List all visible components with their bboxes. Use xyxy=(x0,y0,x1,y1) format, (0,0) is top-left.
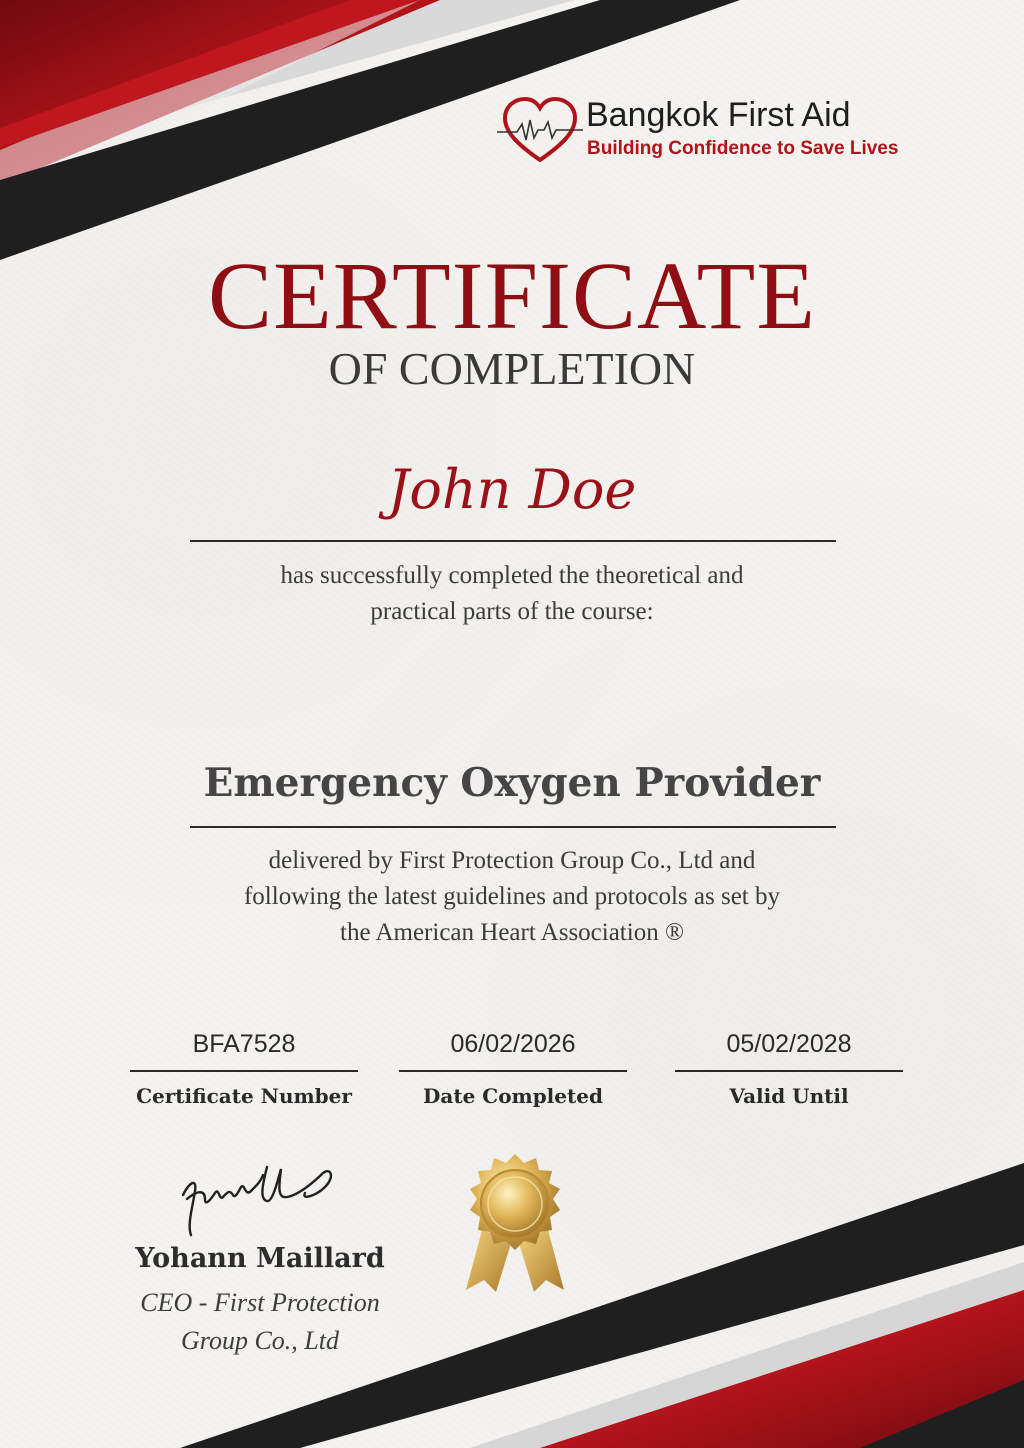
certificate-subtitle: OF COMPLETION xyxy=(328,343,696,394)
gold-award-seal-icon xyxy=(450,1150,580,1295)
course-name: Emergency Oxygen Provider xyxy=(203,760,821,806)
signatory-title xyxy=(110,1284,410,1360)
signatory-title-line-2: Group Co., Ltd xyxy=(181,1326,339,1355)
date-completed-line xyxy=(399,1070,627,1072)
recipient-name: John Doe xyxy=(387,458,637,521)
delivery-line-1: delivered by First Protection Group Co., Ltd and xyxy=(268,847,756,874)
heart-pulse-icon xyxy=(497,94,583,164)
valid-until-value: 05/02/2028 xyxy=(726,1030,852,1058)
signatory-title-line-1: CEO - First Protection xyxy=(140,1288,380,1317)
brand-name: Bangkok First Aid xyxy=(586,96,851,134)
certificate-title: CERTIFICATE xyxy=(208,242,816,349)
statement-text xyxy=(150,558,874,630)
signature-image xyxy=(175,1155,345,1240)
course-underline xyxy=(190,826,836,828)
statement-line-2: practical parts of the course: xyxy=(370,598,654,625)
signatory-name: Yohann Maillard xyxy=(135,1243,385,1274)
delivery-line-3: the American Heart Association ® xyxy=(340,919,684,946)
statement-line-1: has successfully completed the theoretical and xyxy=(280,562,744,589)
brand-tagline: Building Confidence to Save Lives xyxy=(587,138,899,159)
valid-until-label: Valid Until xyxy=(729,1084,849,1108)
recipient-underline xyxy=(190,540,836,542)
date-completed-label: Date Completed xyxy=(423,1084,603,1108)
date-completed-value: 06/02/2026 xyxy=(450,1030,576,1058)
valid-until-line xyxy=(675,1070,903,1072)
certificate-number-line xyxy=(130,1070,358,1072)
certificate-number-label: Certificate Number xyxy=(136,1084,352,1108)
certificate-number-value: BFA7528 xyxy=(192,1030,296,1058)
delivery-text xyxy=(150,843,874,951)
delivery-line-2: following the latest guidelines and protocols as set by xyxy=(243,883,780,910)
